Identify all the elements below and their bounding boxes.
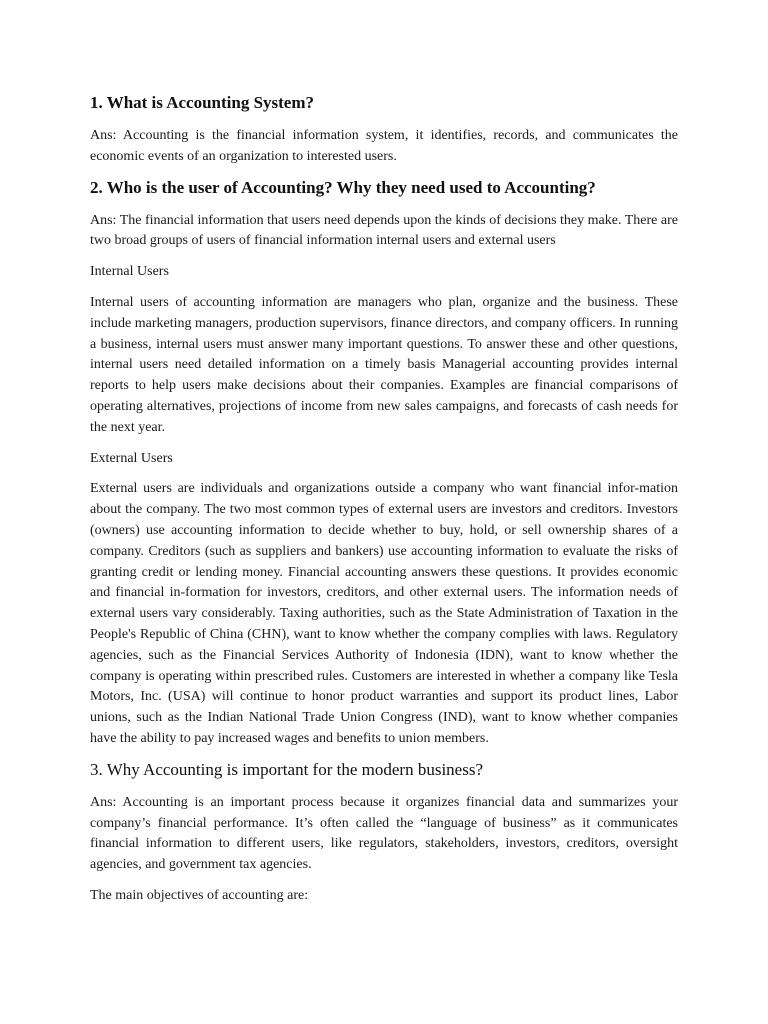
question-3-answer: Ans: Accounting is an important process because it organizes financial data and summarizes your company’s financial performance. It’s often called the “language of business” as it communicates financial information to different users, like regulators, stakeholders, investors, creditors, oversight agencies, and government tax agencies. <box>90 794 678 873</box>
internal-users-heading: Internal Users <box>90 264 169 280</box>
question-1-answer: Ans: Accounting is the financial information system, it identifies, records, and communicates the economic events of an organization to interested users. <box>90 128 678 164</box>
external-users-text: External users are individuals and organizations outside a company who want financial infor-mation about the company. The two most common types of external users are investors and creditors. Investors (owners) use accounting information to decide whether to buy, hold, or sell ownership shares of a company. Creditors (such as suppliers and bankers) use accounting information to evaluate the risks of granting credit or lending money. Financial accounting answers these questions. It provides economic and financial in-formation for investors, creditors, and other external users. The information needs of external users vary considerably. Taxing authorities, such as the State Administration of Taxation in the People's Republic of China (CHN), want to know whether the company complies with laws. Regulatory agencies, such as the Financial Services Authority of Indonesia (IDN), want to know whether the company is operating within prescribed rules. Customers are interested in whether a company like Tesla Motors, Inc. (USA) will continue to honor product warranties and support its product lines, Labor unions, such as the Indian National Trade Union Congress (IND), want to know whether companies have the ability to pay increased wages and benefits to union members. <box>90 481 678 746</box>
question-2-heading: 2. Who is the user of Accounting? Why they need used to Accounting? <box>90 177 596 197</box>
question-3-heading: 3. Why Accounting is important for the modern business? <box>90 759 483 779</box>
document-page <box>90 92 678 907</box>
objectives-intro: The main objectives of accounting are: <box>90 887 309 903</box>
question-2-answer: Ans: The financial information that users need depends upon the kinds of decisions they make. There are two broad groups of users of financial information internal users and external users <box>90 212 678 249</box>
question-1-heading: 1. What is Accounting System? <box>90 93 315 112</box>
internal-users-text: Internal users of accounting information are managers who plan, organize and the business. These include marketing managers, production supervisors, finance directors, and company officers. In running a business, internal users must answer many important questions. To answer these and other questions, internal users need detailed information on a timely basis Managerial accounting provides internal reports to help users make decisions about their companies. Examples are financial comparisons of operating alternatives, projections of income from new sales campaigns, and forecasts of cash needs for the next year. <box>90 294 678 435</box>
external-users-heading: External Users <box>90 450 173 466</box>
